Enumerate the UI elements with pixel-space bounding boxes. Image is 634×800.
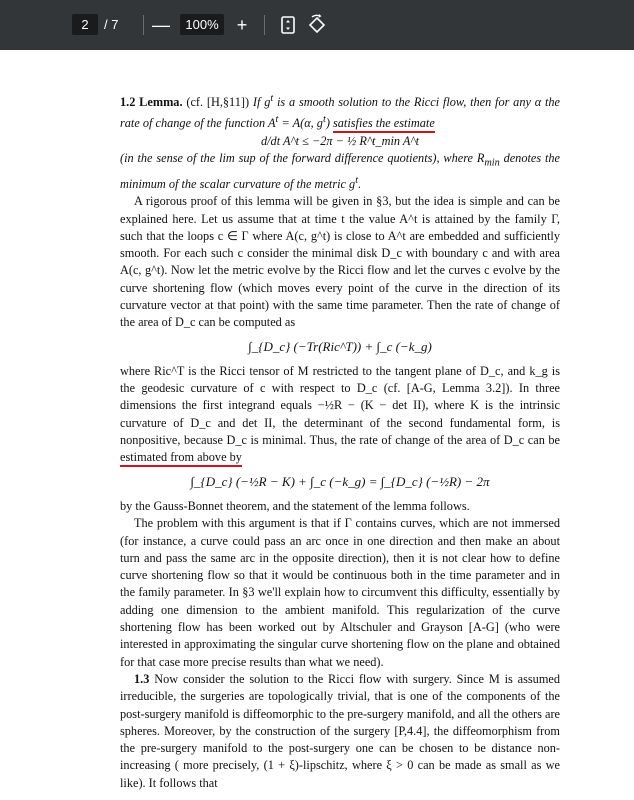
paragraph: where Ric^T is the Ricci tensor of M restricted to the tangent plane of D_c, and k_g is the geodesic curvature of c with respect to D_c (cf. [A-G, Lemma 3.2]). In three dimensions the first integrand equals −½R − (K − det II), where K is the intrinsic curvature of D_c and det II, the determinant of the second fundamental form, is nonpositive, because D_c is minimal. Thus, the rate of change of the area of D_c can be estimated from above by	[120, 363, 560, 467]
rotate-icon[interactable]	[306, 14, 328, 36]
paragraph: A rigorous proof of this lemma will be given in §3, but the idea is simple and can be explained here. Let us assume that at time t the value A^t is attained by the family Γ, such that the loops c ∈ Γ where A(c, g^t) is close to A^t are embedded and sufficiently smooth. For each such c consider the minimal disk D_c with boundary c and with area A(c, g^t). Now let the metric evolve by the Ricci flow and let the curves c evolve by the curve shortening flow (which moves every point of the curve in the direction of its curvature vector at that point) with the same time parameter. Then the rate of change of the area of D_c can be computed as	[120, 194, 560, 330]
zoom-in-button[interactable]: +	[236, 15, 248, 35]
red-underline-annotation: estimated from above by	[120, 450, 242, 467]
toolbar-divider	[143, 15, 144, 35]
lemma-text: = A(α, g	[278, 116, 323, 131]
red-underline-annotation: satisfies the estimate	[333, 116, 435, 133]
equation-1: d/dt A^t ≤ −2π − ½ R^t_min A^t	[260, 133, 420, 148]
equation-3: ∫_{D_c} (−½R − K) + ∫_c (−k_g) = ∫_{D_c} (−½R) − 2π	[190, 473, 490, 489]
lemma-text: If g	[252, 95, 271, 110]
section-heading: 1.3	[134, 671, 150, 686]
lemma-heading: 1.2 Lemma.	[120, 95, 183, 110]
lemma-citation: (cf. [H,§11])	[186, 95, 250, 110]
paragraph: by the Gauss-Bonnet theorem, and the statement of the lemma follows.	[120, 498, 470, 513]
lemma-remark: (in the sense of the lim sup of the forward difference quotients), where $R_{min}$ denotes the minimum of the scalar curvature of the metric $g^t$.	[120, 151, 560, 191]
paragraph: The problem with this argument is that if Γ contains curves, which are not immersed (for instance, a curve could pass an arc once in one direction and then make an about turn and pass the same arc in the opposite direction), then it is not clear how to define curve shortening flow so that it would be continuous both in the time parameter and in the family parameter. In §3 we'll explain how to circumvent this difficulty, essentially by adding one dimension to the ambient manifold. This regularization of the curve shortening flow has been worked out by Altschuler and Grayson [A-G] (who were interested in approximating the singular curve shortening flow on the plane and obtained for that case more precise results than what we need).	[120, 516, 560, 669]
document-text	[120, 90, 560, 792]
pdf-toolbar	[0, 0, 634, 50]
lemma-text: )	[325, 116, 333, 131]
toolbar-divider	[264, 15, 265, 35]
equation-2: ∫_{D_c} (−Tr(Ric^T)) + ∫_c (−k_g)	[248, 338, 432, 354]
page-total: / 7	[104, 17, 119, 32]
pdf-page	[0, 50, 634, 800]
lemma-text: is a smooth solution to the Ricci flow, then for any α the rate of change of the function A	[120, 95, 561, 131]
paragraph: 1.3 Now consider the solution to the Ricci flow with surgery. Since M is assumed irreducible, the surgeries are topologically trivial, that is one of the components of the post-surgery manifold is diffeomorphic to the pre-surgery manifold, and all the others are spheres. Moreover, by the construction of the surgery [P,4.4], the diffeomorphism from the pre-surgery manifold to the post-surgery one can be chosen to be distance non-increasing ( more precisely, (1 + ξ)-lipschitz, where ξ > 0 can be made as small as we like). It follows that	[120, 671, 560, 790]
zoom-out-button[interactable]: —	[152, 15, 170, 35]
page-number-input[interactable]: 2	[72, 14, 98, 35]
fit-page-icon[interactable]	[277, 14, 299, 36]
zoom-level-input[interactable]: 100%	[180, 14, 224, 35]
lemma-statement: 1.2 Lemma. (cf. [H,§11]) If $g^t$ is a smooth solution to the Ricci flow, then for any α the rate of change of the function $A^t = A(\alpha$, $g^t$) satisfies the estimate	[120, 90, 560, 133]
